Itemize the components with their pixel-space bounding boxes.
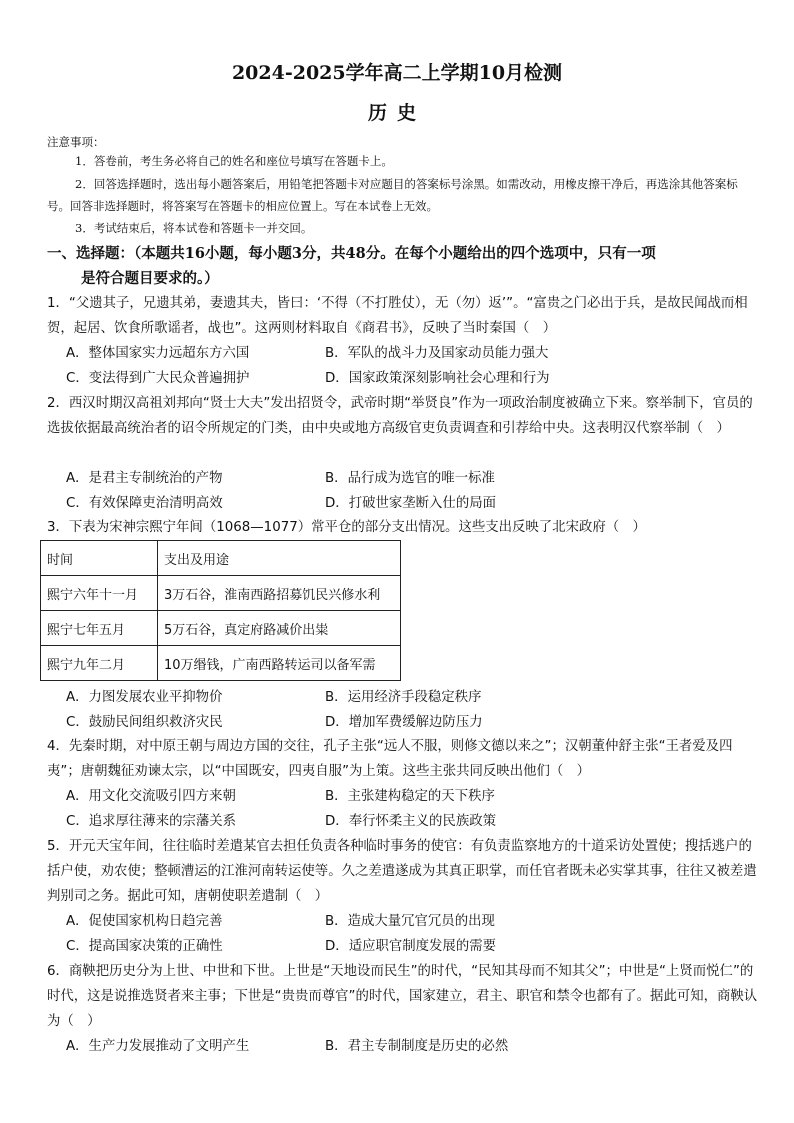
question-2-options-row-1: [66, 466, 766, 491]
question-5-options-row-1: [66, 909, 766, 934]
question-1-stem: 1．“父遗其子，兄遗其弟，妻遗其夫，皆曰：‘不得（不打胜仗），无（勿）返’”。“富贵之门必出于兵，是故民闻战而相贺，起居、饮食所歌谣者，战也”。这两则材料取自《商君书》，反映了当时秦国（ ）: [47, 296, 748, 336]
exam-subject: 历史: [367, 102, 426, 124]
question-4-stem: 4．先秦时期，对中原王朝与周边方国的交往，孔子主张“远人不服，则修文德以来之”；汉朝董仲舒主张“王者爱及四夷”；唐朝魏征劝谏太宗，以“中国既安，四夷自服”为上策。这些主张共同反映出他们（ ）: [47, 739, 733, 779]
table-cell: 3万石谷，淮南西路招募饥民兴修水利: [158, 576, 401, 611]
question-1-options-row-2: [66, 366, 766, 391]
question-1-option-b: B．军队的战斗力及国家动员能力强大: [325, 346, 549, 361]
question-3-stem: 3．下表为宋神宗熙宁年间（1068—1077）常平仓的部分支出情况。这些支出反映了北宋政府（ ）: [47, 520, 646, 535]
question-2-option-c: C．有效保障吏治清明高效: [66, 496, 223, 511]
question-5-option-c: C．提高国家决策的正确性: [66, 939, 223, 954]
question-4-option-b: B．主张建构稳定的天下秩序: [325, 789, 495, 804]
table-row: [41, 611, 401, 646]
question-4-option-d: D．奉行怀柔主义的民族政策: [325, 814, 496, 829]
section-heading-line-2: 是符合题目要求的。）: [81, 270, 219, 287]
table-cell: 熙宁六年十一月: [41, 576, 158, 611]
question-6-option-b: B．君主专制制度是历史的必然: [325, 1039, 509, 1054]
table-header-cell: 时间: [41, 541, 158, 576]
question-1-option-a: A．整体国家实力远超东方六国: [66, 346, 250, 361]
question-2-options-row-2: [66, 491, 766, 516]
question-2-stem: 2．西汉时期汉高祖刘邦向“贤士大夫”发出招贤令，武帝时期“举贤良”作为一项政治制度被确立下来。察举制下，官员的选拔依据最高统治者的诏令所规定的门类，由中央或地方高级官吏负责调查和引荐给中央。这表明汉代察举制（ ）: [47, 396, 753, 436]
question-2-option-a: A．是君主专制统治的产物: [66, 471, 223, 486]
table-cell: 5万石谷，真定府路减价出粜: [158, 611, 401, 646]
question-4-option-a: A．用文化交流吸引四方来朝: [66, 789, 236, 804]
table-cell: 10万缗钱，广南西路转运司以备军需: [158, 646, 401, 681]
question-3-option-c: C．鼓励民间组织救济灾民: [66, 715, 223, 730]
notice-item-1: 1．答卷前，考生务必将自己的姓名和座位号填写在答题卡上。: [75, 154, 393, 168]
question-6-stem: 6．商鞅把历史分为上世、中世和下世。上世是“天地设而民生”的时代，“民知其母而不知其父”；中世是“上贤而悦仁”的时代，这是说推选贤者来主事；下世是“贵贵而尊官”的时代，国家建立，君主、职官和禁令也都有了。据此可知，商鞅认为（ ）: [47, 964, 758, 1029]
question-3-options-row-2: [66, 710, 766, 735]
question-3-options-row-1: [66, 685, 766, 710]
table-row: [41, 646, 401, 681]
question-5-option-a: A．促使国家机构日趋完善: [66, 914, 223, 929]
table-row: [41, 576, 401, 611]
question-2-option-b: B．品行成为选官的唯一标准: [325, 471, 495, 486]
table-cell: 熙宁七年五月: [41, 611, 158, 646]
question-1-option-d: D．国家政策深刻影响社会心理和行为: [325, 371, 550, 386]
question-5-option-b: B．造成大量冗官冗员的出现: [325, 914, 495, 929]
notice-heading: 注意事项：: [47, 135, 105, 149]
question-3-table: [40, 540, 401, 681]
notice-item-3: 3．考试结束后，将本试卷和答题卡一并交回。: [75, 221, 313, 235]
question-5-stem: 5．开元天宝年间，往往临时差遣某官去担任负责各种临时事务的使官：有负责监察地方的十道采访处置使；搜括逃户的括户使，劝农使；整顿漕运的江淮河南转运使等。久之差遣遂成为其真正职掌，而任官者既未必实掌其事，往往又被差遣判别司之务。据此可知，唐朝使职差遣制（ ）: [47, 839, 757, 904]
table-cell: 熙宁九年二月: [41, 646, 158, 681]
question-4-options-row-1: [66, 784, 766, 809]
question-2-option-d: D．打破世家垄断入仕的局面: [325, 496, 496, 511]
question-6-options-row-1: [66, 1034, 766, 1059]
section-heading-line-1: 一、选择题：（本题共16小题，每小题3分，共48分。在每个小题给出的四个选项中，只有一项: [47, 245, 656, 262]
question-3-option-b: B．运用经济手段稳定秩序: [325, 690, 482, 705]
question-5-options-row-2: [66, 934, 766, 959]
section-heading: [47, 241, 767, 291]
question-1-options-row-1: [66, 341, 766, 366]
question-4-options-row-2: [66, 809, 766, 834]
question-1-option-c: C．变法得到广大民众普遍拥护: [66, 371, 250, 386]
question-6-option-a: A．生产力发展推动了文明产生: [66, 1039, 250, 1054]
question-4-option-c: C．追求厚往薄来的宗藩关系: [66, 814, 237, 829]
table-header-row: [41, 541, 401, 576]
question-3-option-d: D．增加军费缓解边防压力: [325, 715, 483, 730]
table-header-cell: 支出及用途: [158, 541, 401, 576]
question-5-option-d: D．适应职官制度发展的需要: [325, 939, 496, 954]
question-3-option-a: A．力图发展农业平抑物价: [66, 690, 223, 705]
notice-item-2: 2．回答选择题时，选出每小题答案后，用铅笔把答题卡对应题目的答案标号涂黑。如需改动，用橡皮擦干净后，再选涂其他答案标号。回答非选择题时，将答案写在答题卡的相应位置上。写在本试卷上无效。: [47, 177, 738, 213]
exam-title: 2024-2025学年高二上学期10月检测: [231, 62, 563, 84]
